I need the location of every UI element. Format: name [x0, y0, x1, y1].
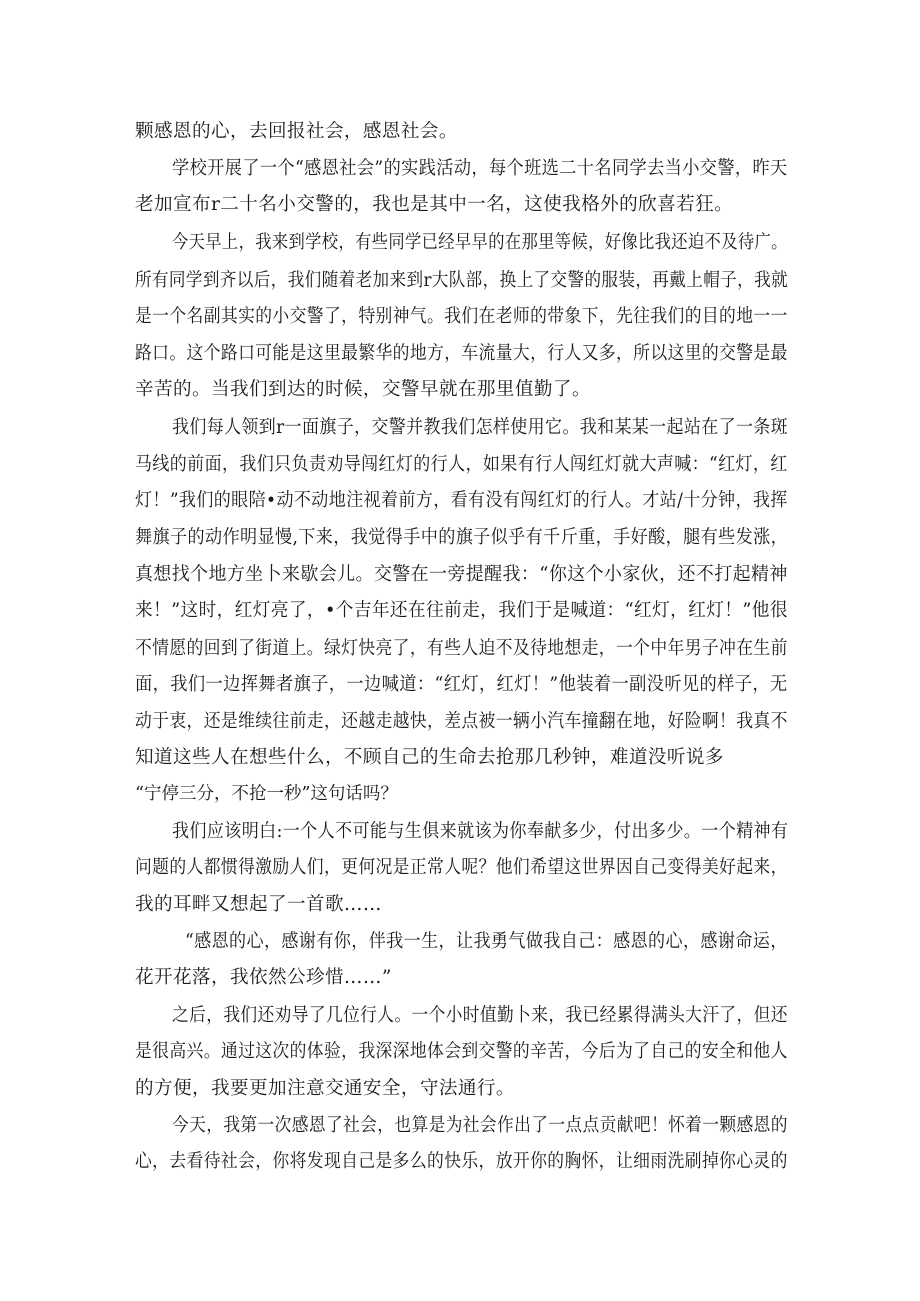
- text-line: 颗感恩的心，去回报社会，感恩社会。: [135, 121, 458, 142]
- text-line: 老加宣布r二十名小交警的，我也是其中一名，这使我格外的欣喜若狂。: [135, 194, 734, 215]
- text-line: 不情愿的回到了街道上。绿灯快亮了，有些人迫不及待地想走，一个中年男子冲在生前: [135, 638, 788, 659]
- text-line: 今天，我第一次感恩了社会，也算是为社会作出了一点点贡献吧！怀着一颗感恩的: [172, 1115, 788, 1136]
- text-line: 来！”这时，红灯亮了，•个吉年还在往前走，我们于是喊道：“红灯，红灯！”他很: [135, 600, 788, 621]
- text-line: 辛苦的。当我们到达的时候，交警早就在那里值勤了。: [135, 379, 591, 400]
- text-line: 学校开展了一个“感恩社会”的实践活动，每个班选二十名同学去当小交警，昨天: [172, 158, 788, 179]
- text-line: 灯！”我们的眼陪•动不动地注视着前方，看有没有闯红灯的行人。才站/十分钟，我挥: [135, 490, 788, 511]
- text-line: 真想找个地方坐卜来歇会儿。交警在一旁提醒我：“你这个小家伙，还不打起精神: [135, 564, 788, 585]
- text-line: 我的耳畔又想起了一首歌……: [135, 894, 382, 915]
- text-line: 之后，我们还劝导了几位行人。一个小时值勤卜来，我已经累得满头大汗了，但还: [172, 1005, 788, 1026]
- text-line: 心，去看待社会，你将发现自己是多么的快乐，放开你的胸怀，让细雨洗刷掉你心灵的: [135, 1151, 788, 1172]
- text-line: “宁停三分，不抢一秒”这句话吗？: [135, 784, 398, 804]
- text-line: 面，我们一边挥舞者旗子，一边喊道：“红灯，红灯！”他装着一副没听见的样子，无: [135, 674, 788, 695]
- text-line: 动于衷，还是维续往前走，还越走越快，差点被一辆小汽车撞翻在地，好险啊！我真不: [135, 711, 788, 732]
- text-line: 路口。这个路口可能是这里最繁华的地方，车流量大，行人又多，所以这里的交警是最: [135, 343, 788, 364]
- text-line: 花开花落，我依然公珍惜……”: [135, 967, 392, 988]
- text-line: 是一个名副其实的小交警了，特别神气。我们在老师的带象下，先往我们的目的地一一: [135, 306, 788, 327]
- text-line: 是很高兴。通过这次的体验，我深深地体会到交警的辛苦，今后为了自己的安全和他人: [135, 1041, 788, 1062]
- text-line: 问题的人都惯得激励人们，更何况是正常人呢？他们希望这世界因自己变得美好起来，: [135, 857, 788, 878]
- text-line: “感恩的心，感谢有你，伴我一生，让我勇气做我自己：感恩的心，感谢命运，: [185, 931, 788, 952]
- text-line: 的方便，我要更加注意交通安全，守法通行。: [135, 1078, 515, 1099]
- text-line: 舞旗子的动作明显慢,下来，我觉得手中的旗子似乎有千斤重，手好酸，腿有些发涨，: [135, 527, 789, 548]
- text-line: 我们每人领到r一面旗子，交警并教我们怎样使用它。我和某某一起站在了一条斑: [172, 417, 789, 438]
- text-line: 马线的前面，我们只负责劝导闯红灯的行人，如果有行人闯红灯就大声喊：“红灯，红: [135, 454, 788, 475]
- text-line: 我们应该明白:一个人不可能与生俱来就该为你奉献多少，付出多少。一个精神有: [172, 821, 789, 842]
- text-line: 今天早上，我来到学校，有些同学已经早早的在那里等候，好像比我还迫不及待广。: [172, 232, 788, 253]
- text-line: 知道这些人在想些什么，不顾自己的生命去抢那几秒钟，难道没听说多: [135, 747, 724, 768]
- text-line: 所有同学到齐以后，我们随着老加来到r大队部，换上了交警的服装，再戴上帽子，我就: [135, 270, 789, 291]
